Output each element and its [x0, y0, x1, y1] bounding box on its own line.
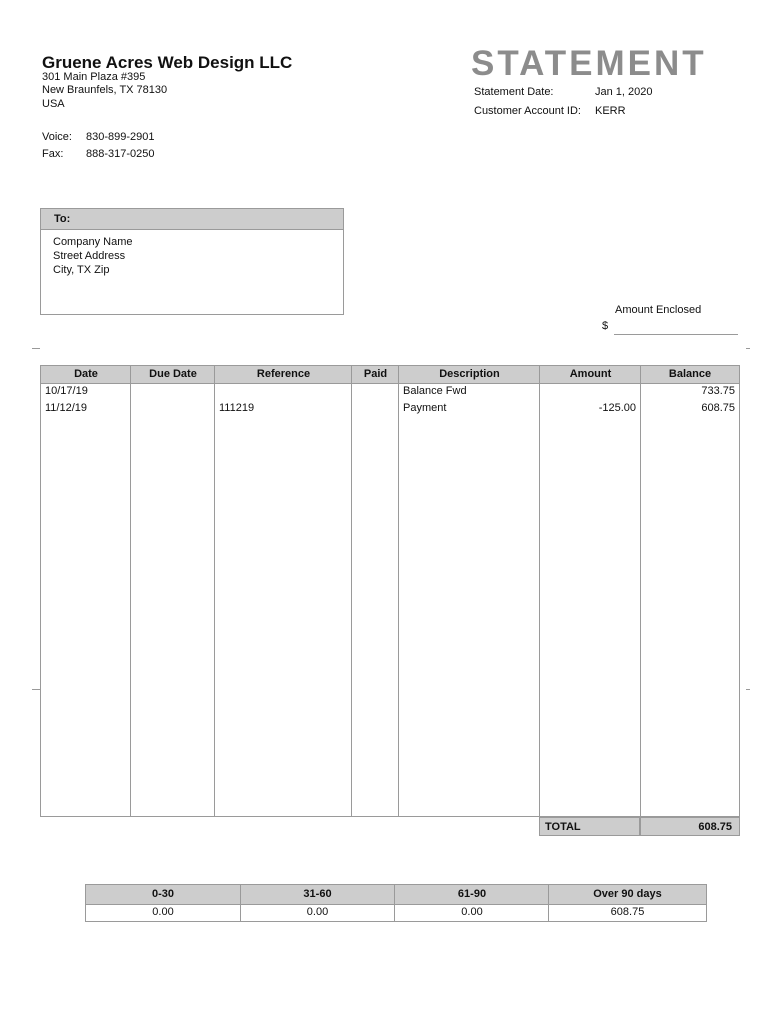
- amount-enclosed-label: Amount Enclosed: [615, 304, 702, 316]
- row-date: 11/12/19: [45, 402, 88, 414]
- aging-header-row: [86, 885, 706, 905]
- table-header-row: [41, 366, 739, 384]
- row-description: Payment: [403, 402, 447, 414]
- total-label: TOTAL: [539, 817, 640, 836]
- fold-mark: [32, 689, 40, 690]
- company-address-line: New Braunfels, TX 78130: [42, 84, 168, 96]
- voice-label: Voice:: [42, 131, 72, 143]
- amount-enclosed-field[interactable]: [614, 334, 738, 335]
- bill-to-line: Street Address: [53, 250, 126, 262]
- fold-mark: [32, 348, 40, 349]
- aging-value-over-90: 608.75: [610, 906, 645, 918]
- company-address-line: 301 Main Plaza #395: [42, 71, 146, 83]
- aging-table: [85, 884, 707, 922]
- column-divider: [640, 366, 641, 816]
- row-date: 10/17/19: [45, 385, 88, 397]
- row-reference: 111219: [219, 402, 255, 414]
- fold-mark: [746, 348, 750, 349]
- column-divider: [130, 366, 131, 816]
- row-amount: -125.00: [598, 402, 636, 414]
- aging-header-over-90: Over 90 days: [593, 888, 662, 900]
- total-amount: 608.75: [640, 817, 740, 836]
- bill-to-box: [40, 208, 344, 315]
- fax-label: Fax:: [42, 148, 64, 160]
- aging-header-61-90: 61-90: [457, 888, 487, 900]
- statement-date-label: Statement Date:: [474, 86, 554, 98]
- aging-header-0-30: 0-30: [151, 888, 175, 900]
- aging-value-31-60: 0.00: [306, 906, 329, 918]
- column-header-balance: Balance: [668, 368, 712, 380]
- column-header-paid: Paid: [363, 368, 388, 380]
- row-description: Balance Fwd: [403, 385, 467, 397]
- aging-value-0-30: 0.00: [152, 906, 174, 918]
- voice-number: 830-899-2901: [86, 131, 155, 143]
- document-title: STATEMENT: [471, 44, 707, 83]
- company-address-line: USA: [42, 98, 65, 110]
- currency-symbol: $: [602, 320, 609, 332]
- column-header-amount: Amount: [569, 368, 612, 380]
- column-divider: [398, 366, 399, 816]
- statement-date: Jan 1, 2020: [595, 86, 653, 98]
- bill-to-line: City, TX Zip: [53, 264, 110, 276]
- fold-mark: [746, 689, 750, 690]
- fax-number: 888-317-0250: [86, 148, 155, 160]
- row-balance: 733.75: [701, 385, 735, 397]
- column-header-description: Description: [439, 368, 500, 380]
- aging-header-31-60: 31-60: [303, 888, 332, 900]
- account-id-label: Customer Account ID:: [474, 105, 581, 117]
- account-id: KERR: [595, 105, 626, 117]
- column-header-reference: Reference: [256, 368, 311, 380]
- company-name: Gruene Acres Web Design LLC: [42, 53, 293, 72]
- row-balance: 608.75: [701, 402, 735, 414]
- column-divider: [214, 366, 215, 816]
- column-divider: [539, 366, 540, 816]
- aging-value-61-90: 0.00: [461, 906, 483, 918]
- column-header-date: Date: [74, 368, 98, 380]
- transactions-table: [40, 365, 740, 817]
- bill-to-line: Company Name: [53, 236, 133, 248]
- bill-to-header: To:: [41, 209, 343, 230]
- column-header-due-date: Due Date: [149, 368, 197, 380]
- column-divider: [351, 366, 352, 816]
